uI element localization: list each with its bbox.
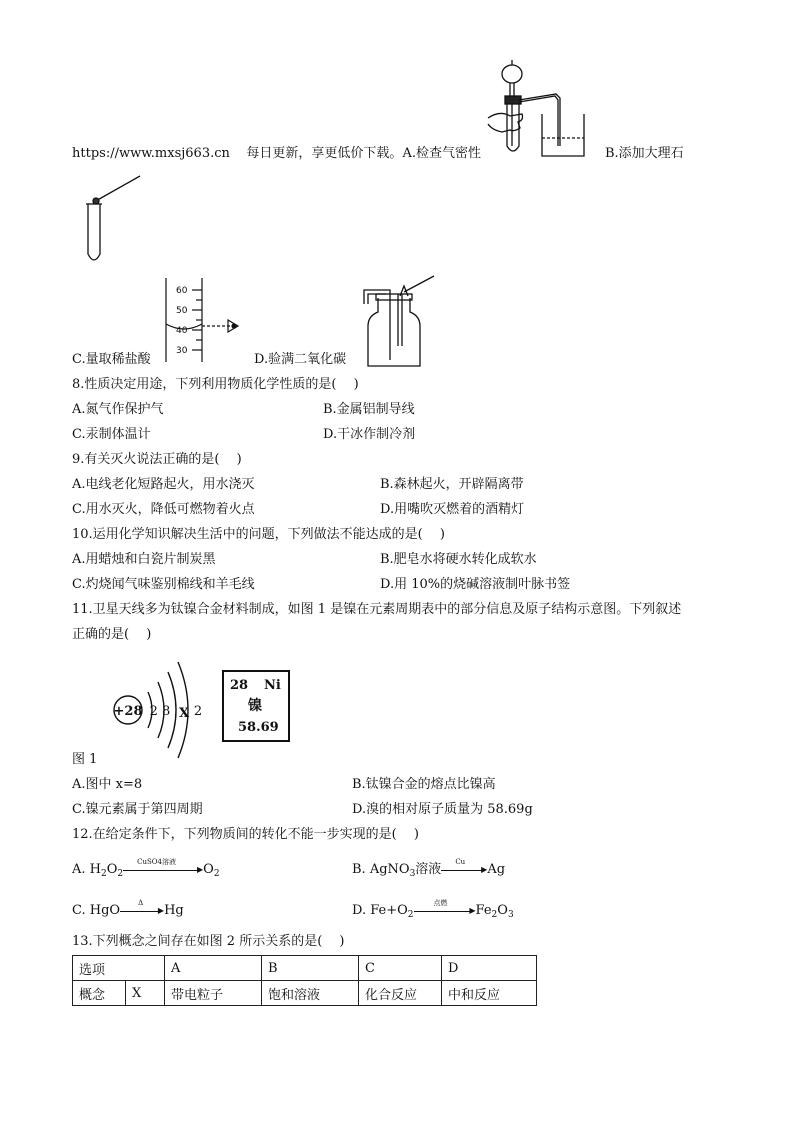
q10-option-a: A.用蜡烛和白瓷片制炭黑: [72, 552, 216, 567]
cyl-tick-50: 50: [176, 306, 188, 316]
table-header-cell: C: [359, 956, 442, 981]
q12-b-product: Ag: [487, 862, 506, 877]
source-url: https://www.mxsj663.cn: [72, 146, 230, 161]
option-c-label: C.量取稀盐酸: [72, 352, 151, 367]
airtightness-figure: [480, 58, 590, 163]
q12-d-arrow: 点燃 ▶: [414, 904, 476, 918]
q12-b-prefix: B. AgNO: [352, 862, 410, 877]
table-header-cell: B: [262, 956, 359, 981]
q12-d-product: Fe: [475, 903, 492, 918]
header-line: [72, 146, 481, 162]
table-row: [73, 981, 537, 1006]
q11-option-d: D.溴的相对原子质量为 58.69g: [352, 802, 533, 817]
table-header-cell: 选项: [73, 956, 165, 981]
option-b-label: B.添加大理石: [605, 146, 684, 161]
q12-b-rest: 溶液: [415, 862, 442, 877]
option-a-label: A.检查气密性: [402, 146, 481, 161]
cyl-tick-30: 30: [176, 346, 188, 356]
q12-d-sub2: 2: [491, 910, 498, 920]
q11-option-c: C.镍元素属于第四周期: [72, 802, 203, 817]
q12-a-condition: CuSO4溶液: [137, 857, 176, 866]
q8-stem: 8.性质决定用途，下列利用物质化学性质的是( ): [72, 377, 359, 392]
q11-stem-line2: 正确的是( ): [72, 627, 152, 642]
cyl-tick-60: 60: [176, 286, 188, 296]
q12-d-mid: O: [497, 903, 508, 918]
element-number: 28: [230, 678, 249, 693]
element-cell: [222, 670, 290, 742]
q12-c-arrow: Δ ▶: [120, 904, 164, 918]
q11-stem-line1: 11.卫星天线多为钛镍合金材料制成，如图 1 是镍在元素周期表中的部分信息及原子结构示意图。下列叙述: [72, 602, 682, 617]
table-header-cell: D: [442, 956, 537, 981]
q10-option-c: C.灼烧闻气味鉴别棉线和羊毛线: [72, 577, 255, 592]
q10-stem: 10.运用化学知识解决生活中的问题，下列做法不能达成的是( ): [72, 527, 445, 542]
q10-option-b: B.肥皂水将硬水转化成软水: [380, 552, 537, 567]
q12-b-condition: Cu: [455, 857, 466, 866]
q12-c-product: Hg: [164, 903, 184, 918]
q10-option-d: D.用 10%的烧碱溶液制叶脉书签: [380, 577, 571, 592]
q13-stem: 13.下列概念之间存在如图 2 所示关系的是( ): [72, 934, 345, 949]
table-header-row: [73, 956, 537, 981]
q12-d-sub3: 3: [507, 910, 514, 920]
table-cell: 中和反应: [442, 981, 537, 1006]
q9-option-a: A.电线老化短路起火，用水浇灭: [72, 477, 255, 492]
q12-option-b: [352, 857, 506, 882]
q12-a-mid: O: [106, 862, 118, 877]
q12-stem: 12.在给定条件下，下列物质间的转化不能一步实现的是( ): [72, 827, 419, 842]
q9-option-c: C.用水灭火，降低可燃物着火点: [72, 502, 255, 517]
shell-counts: 2 8: [149, 704, 171, 719]
q12-a-sub1: 2: [101, 869, 107, 879]
q11-option-a: A.图中 x=8: [72, 777, 143, 792]
q12-b-sub: 3: [409, 869, 416, 879]
element-mass: 58.69: [238, 720, 279, 735]
q11-option-b: B.钛镍合金的熔点比镍高: [352, 777, 496, 792]
q12-a-sub3: 2: [213, 869, 220, 879]
q12-a-product: O: [203, 862, 214, 877]
table-row-x: X: [126, 981, 165, 1006]
q12-option-d: [352, 898, 514, 923]
table-cell: 带电粒子: [165, 981, 262, 1006]
q12-option-c: [72, 898, 184, 919]
q12-c-condition: Δ: [138, 898, 144, 907]
q12-b-arrow: Cu ▶: [441, 863, 487, 877]
q12-a-prefix: A. H: [72, 862, 101, 877]
q9-option-d: D.用嘴吹灭燃着的酒精灯: [380, 502, 525, 517]
q12-d-condition: 点燃: [433, 898, 448, 907]
graduated-cylinder-figure: [158, 278, 248, 362]
nucleus-charge: +28: [113, 704, 143, 719]
figure-1-label: 图 1: [72, 752, 98, 767]
q8-option-d: D.干冰作制冷剂: [323, 427, 416, 442]
concept-table: [72, 955, 537, 1006]
q8-option-b: B.金属铝制导线: [323, 402, 415, 417]
cyl-tick-40: 40: [176, 326, 188, 336]
shell-last: 2: [193, 704, 203, 719]
q12-option-a: [72, 857, 220, 882]
nickel-atom-diagram: [110, 650, 220, 760]
notice-text: 每日更新，享更低价下载。: [246, 146, 403, 161]
q8-option-a: A.氮气作保护气: [72, 402, 164, 417]
q12-d-prefix: D. Fe+O: [352, 903, 408, 918]
shell-x: X: [178, 706, 190, 721]
q9-option-b: B.森林起火，开辟隔离带: [380, 477, 524, 492]
table-row-label: 概念: [73, 981, 126, 1006]
option-d-label: D.验满二氧化碳: [254, 352, 347, 367]
gas-bottle-figure: [360, 276, 440, 368]
table-header-cell: A: [165, 956, 262, 981]
q8-option-c: C.汞制体温计: [72, 427, 151, 442]
q9-stem: 9.有关灭火说法正确的是( ): [72, 452, 242, 467]
add-marble-figure: [82, 174, 152, 266]
q12-a-arrow: CuSO4溶液 ▶: [123, 863, 203, 877]
table-cell: 饱和溶液: [262, 981, 359, 1006]
element-symbol: Ni: [264, 678, 281, 693]
q12-d-sub1: 2: [407, 910, 414, 920]
q12-a-sub2: 2: [117, 869, 124, 879]
table-cell: 化合反应: [359, 981, 442, 1006]
q12-c-prefix: C. HgO: [72, 903, 121, 918]
element-name: 镍: [248, 698, 262, 714]
